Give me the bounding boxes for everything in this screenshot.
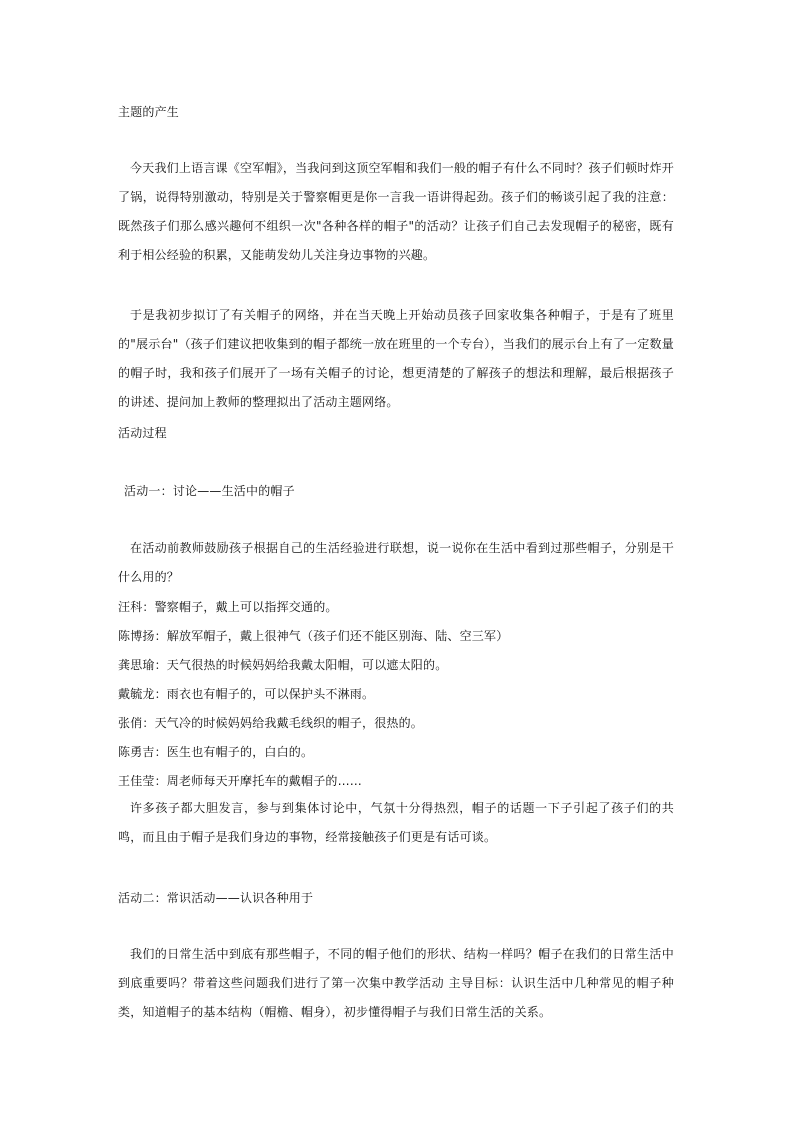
dialog-line: 戴毓龙：雨衣也有帽子的，可以保护头不淋雨。 — [118, 687, 375, 701]
dialog-line: 汪科：警察帽子，戴上可以指挥交通的。 — [118, 600, 338, 614]
heading-topic-origin: 主题的产生 — [118, 105, 180, 119]
activity2-title: 活动二：常识活动——认识各种用于 — [118, 891, 314, 905]
dialog-line: 王佳莹：周老师每天开摩托车的戴帽子的…… — [118, 774, 363, 788]
activity2-text: 我们的日常生活中到底有那些帽子，不同的帽子他们的形状、结构一样吗？帽子在我们的日常生活中到底重要吗？带着这些问题我们进行了第一次集中教学活动 主导目标：认识生活中几种常见的帽子种类，知道帽子的基本结构（帽檐、帽身），初步懂得帽子与我们日常生活的关系。 — [118, 947, 674, 1019]
activity1-summary: 许多孩子都大胆发言，参与到集体讨论中，气氛十分得热烈，帽子的话题一下子引起了孩子们的共鸣，而且由于帽子是我们身边的事物，经常接触孩子们更是有话可谈。 — [118, 801, 674, 844]
paragraph-topic-intro: 今天我们上语言课《空军帽》，当我问到这顶空军帽和我们一般的帽子有什么不同时？孩子们顿时炸开了锅，说得特别激动，特别是关于警察帽更是你一言我一语讲得起劲。孩子们的畅谈引起了我的注意：既然孩子们那么感兴趣何不组织一次"各种各样的帽子"的活动？让孩子们自己去发现帽子的秘密，既有利于相公经验的积累，又能萌发幼儿关注身边事物的兴趣。 — [118, 161, 674, 262]
heading-activity-process: 活动过程 — [118, 426, 167, 440]
dialog-line: 张俏：天气冷的时候妈妈给我戴毛线织的帽子，很热的。 — [118, 716, 424, 730]
dialog-line: 陈勇吉：医生也有帽子的，白白的。 — [118, 745, 314, 759]
activity1-intro: 在活动前教师鼓励孩子根据自己的生活经验进行联想，说一说你在生活中看到过那些帽子，分别是干什么用的？ — [118, 541, 674, 584]
dialog-line: 陈博扬：解放军帽子，戴上很神气（孩子们还不能区别海、陆、空三军） — [118, 629, 509, 643]
activity1-title: 活动一：讨论——生活中的帽子 — [124, 484, 295, 498]
paragraph-topic-network: 于是我初步拟订了有关帽子的网络，并在当天晚上开始动员孩子回家收集各种帽子，于是有了班里的"展示台"（孩子们建议把收集到的帽子都统一放在班里的一个专台），当我们的展示台上有了一定数量的帽子时，我和孩子们展开了一场有关帽子的讨论，想更清楚的了解孩子的想法和理解，最后根据孩子的讲述、提问加上教师的整理拟出了活动主题网络。 — [118, 308, 674, 409]
dialog-line: 龚思瑜：天气很热的时候妈妈给我戴太阳帽，可以遮太阳的。 — [118, 658, 448, 672]
